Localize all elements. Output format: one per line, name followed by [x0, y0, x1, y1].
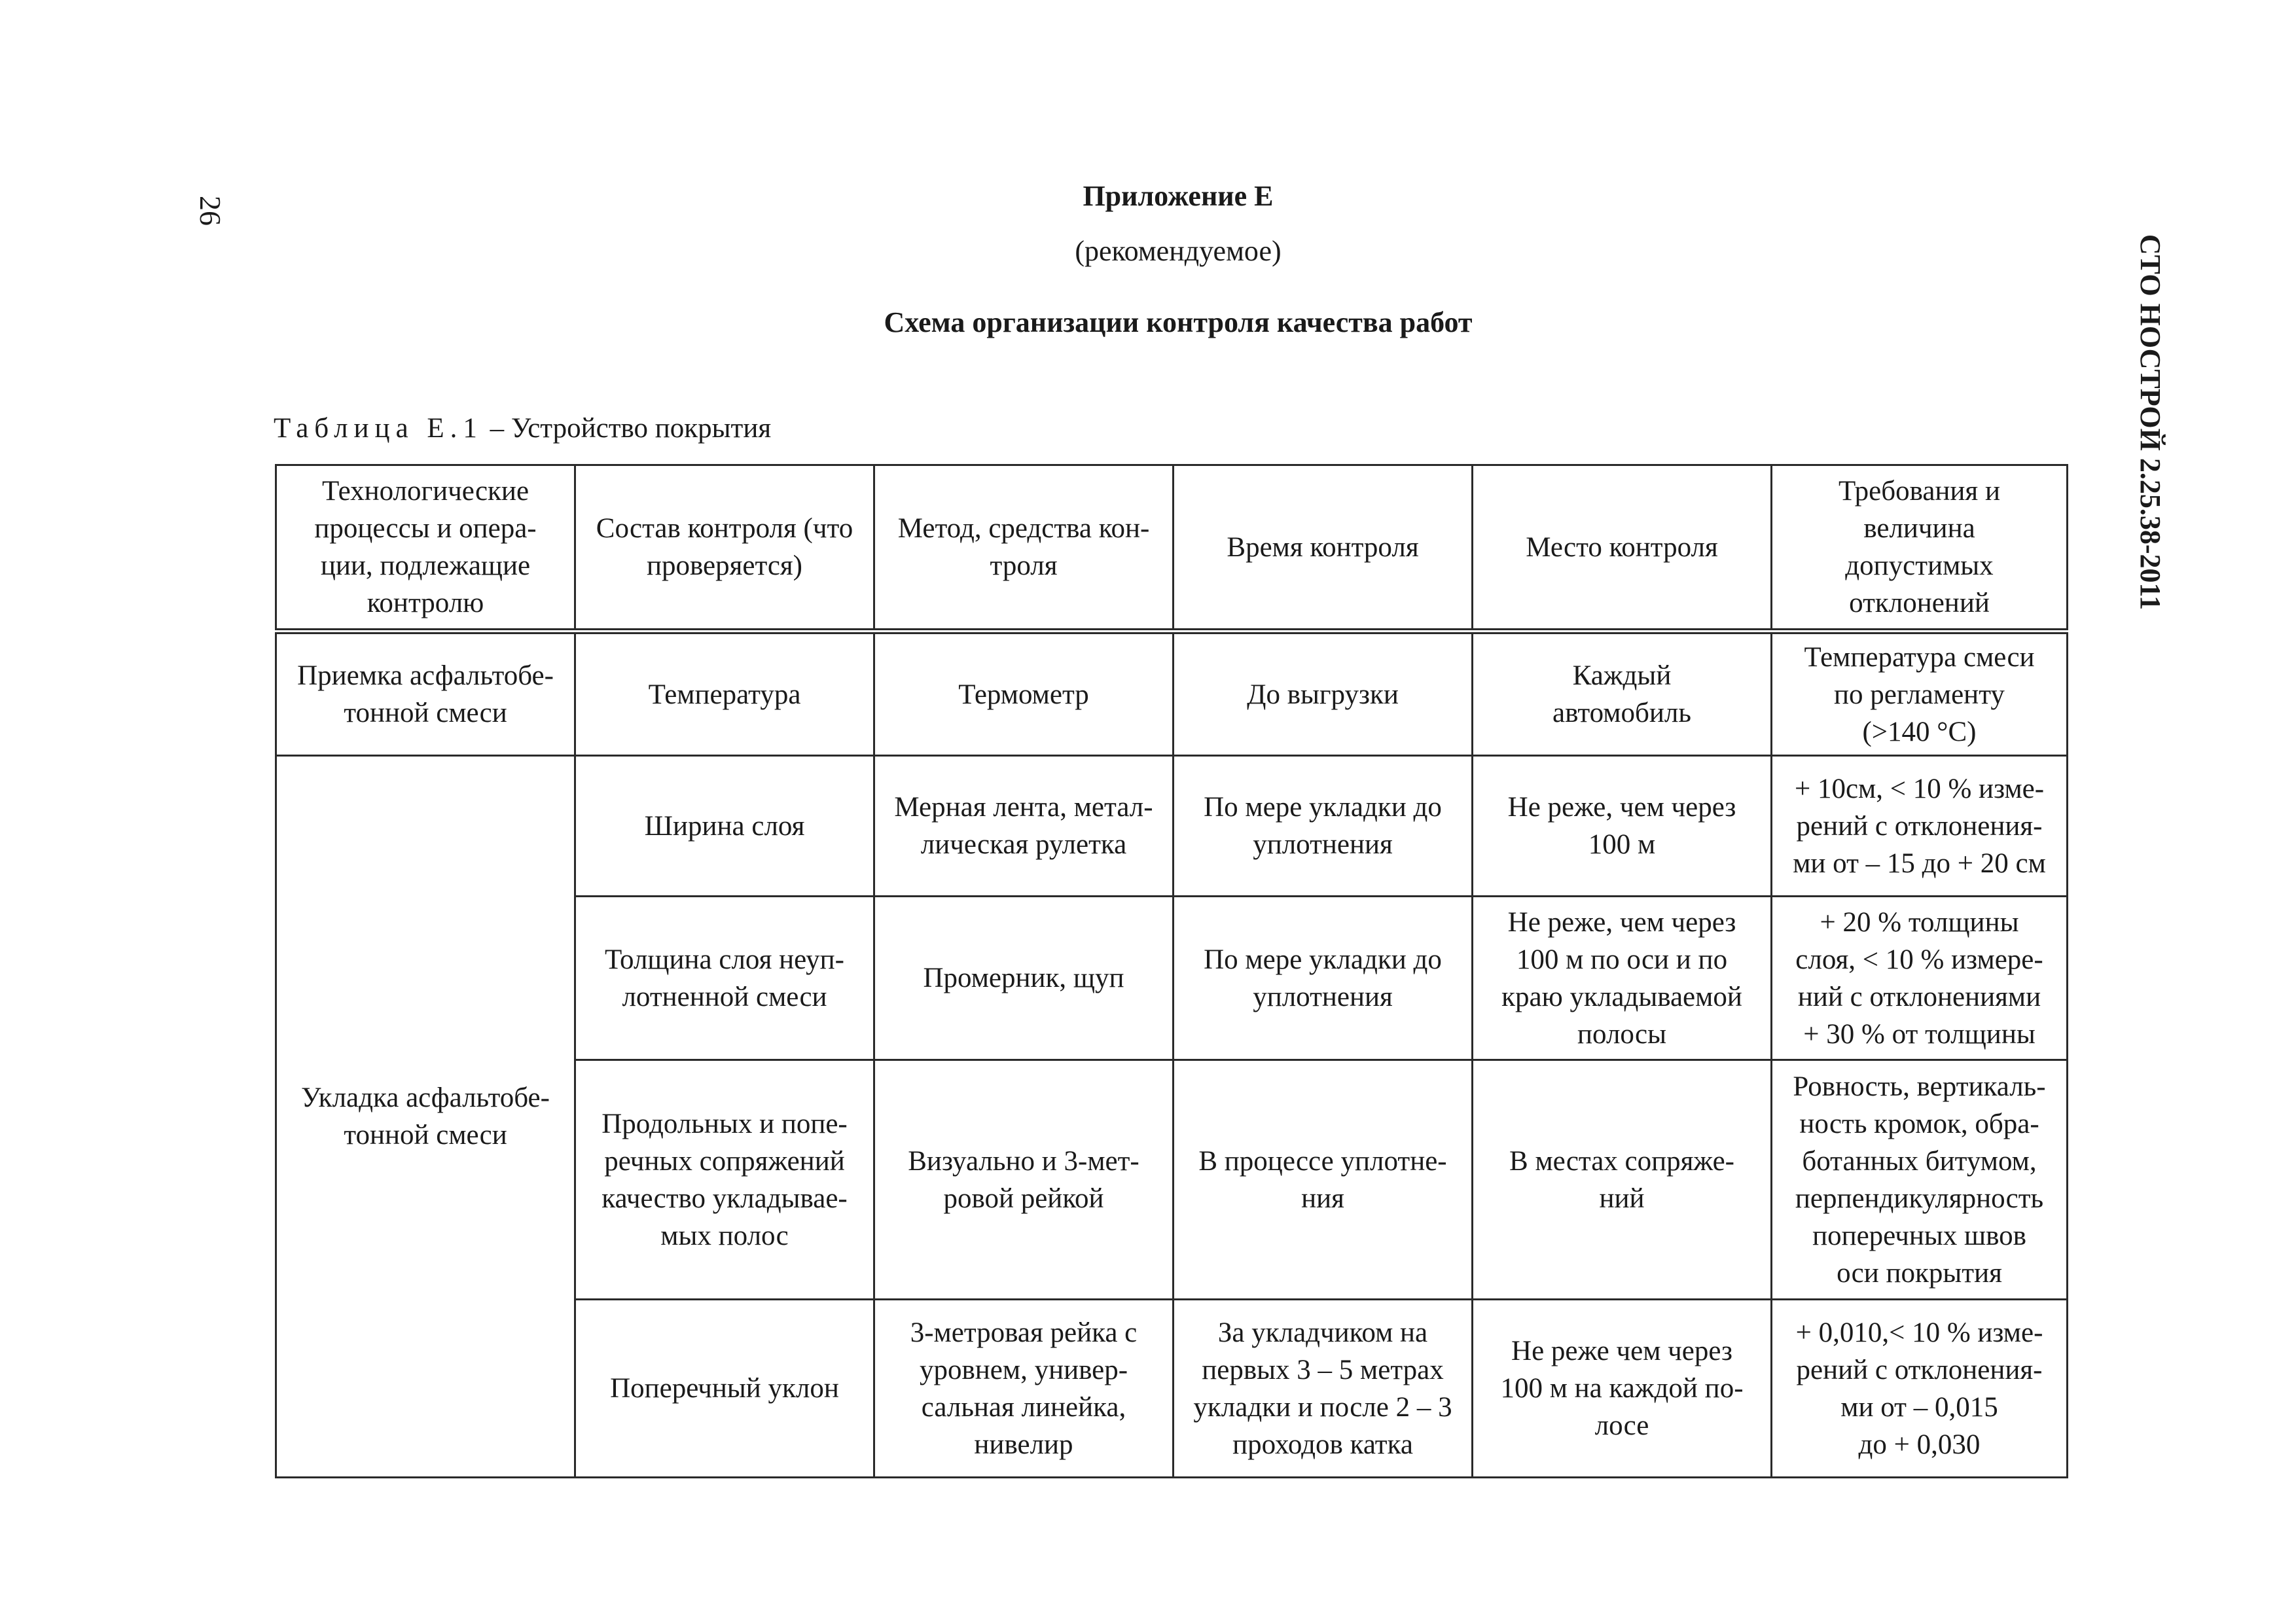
col-header-requirements: Требования и величина допустимых отклонений [1772, 465, 2068, 632]
cell-what: Ширина слоя [575, 756, 874, 897]
cell-time: По мере укладки до уплотнения [1174, 756, 1473, 897]
col-header-method: Метод, средства кон- троля [874, 465, 1174, 632]
appendix-title: Приложение Е [1083, 180, 1274, 212]
cell-process: Приемка асфальтобе- тонной смеси [276, 632, 575, 756]
cell-requirements: + 0,010,< 10 % изме- рений с отклонения- ми от – 0,015 до + 0,030 [1772, 1300, 2068, 1478]
cell-method: 3-метровая рейка с уровнем, универ- сальная линейка, нивелир [874, 1300, 1174, 1478]
table-header-row [276, 465, 2068, 632]
table-row [276, 756, 2068, 897]
cell-requirements: Температура смеси по регламенту (>140 °С) [1772, 632, 2068, 756]
cell-place: Не реже, чем через 100 м по оси и по краю укладываемой полосы [1473, 897, 1772, 1060]
cell-method: Мерная лента, метал- лическая рулетка [874, 756, 1174, 897]
cell-method: Термометр [874, 632, 1174, 756]
cell-what: Продольных и попе- речных сопряжений качество укладывае- мых полос [575, 1060, 874, 1300]
cell-requirements: + 20 % толщины слоя, < 10 % измере- ний с отклонениями + 30 % от толщины [1772, 897, 2068, 1060]
document-code: СТО НОСТРОЙ 2.25.38-2011 [2134, 234, 2166, 611]
col-header-what: Состав контроля (что проверяется) [575, 465, 874, 632]
table-row [276, 632, 2068, 756]
table-caption-label: Таблица Е.1 [274, 413, 483, 444]
quality-control-table [275, 464, 2068, 1478]
cell-place: В местах сопряже- ний [1473, 1060, 1772, 1300]
cell-requirements: Ровность, вертикаль- ность кромок, обра- ботанных битумом, перпендикулярность поперечных швов оси покрытия [1772, 1060, 2068, 1300]
cell-place: Не реже, чем через 100 м [1473, 756, 1772, 897]
cell-what: Толщина слоя неуп- лотненной смеси [575, 897, 874, 1060]
cell-place: Каждый автомобиль [1473, 632, 1772, 756]
cell-time: По мере укладки до уплотнения [1174, 897, 1473, 1060]
cell-method: Промерник, щуп [874, 897, 1174, 1060]
cell-what: Поперечный уклон [575, 1300, 874, 1478]
cell-requirements: + 10см, < 10 % изме- рений с отклонения- ми от – 15 до + 20 см [1772, 756, 2068, 897]
table-caption [274, 410, 771, 447]
col-header-time: Время контроля [1174, 465, 1473, 632]
cell-what: Температура [575, 632, 874, 756]
cell-place: Не реже чем через 100 м на каждой по- лосе [1473, 1300, 1772, 1478]
cell-time: В процессе уплотне- ния [1174, 1060, 1473, 1300]
page-number: 26 [194, 196, 227, 226]
cell-process: Укладка асфальтобе- тонной смеси [276, 756, 575, 1478]
col-header-process: Технологические процессы и опера- ции, подлежащие контролю [276, 465, 575, 632]
col-header-place: Место контроля [1473, 465, 1772, 632]
table-caption-dash: – [482, 413, 511, 444]
appendix-status: (рекомендуемое) [1075, 235, 1282, 267]
cell-time: До выгрузки [1174, 632, 1473, 756]
cell-time: За укладчиком на первых 3 – 5 метрах укладки и после 2 – 3 проходов катка [1174, 1300, 1473, 1478]
table-caption-text: Устройство покрытия [511, 413, 772, 444]
scheme-title: Схема организации контроля качества работ [884, 306, 1473, 338]
cell-method: Визуально и 3-мет- ровой рейкой [874, 1060, 1174, 1300]
